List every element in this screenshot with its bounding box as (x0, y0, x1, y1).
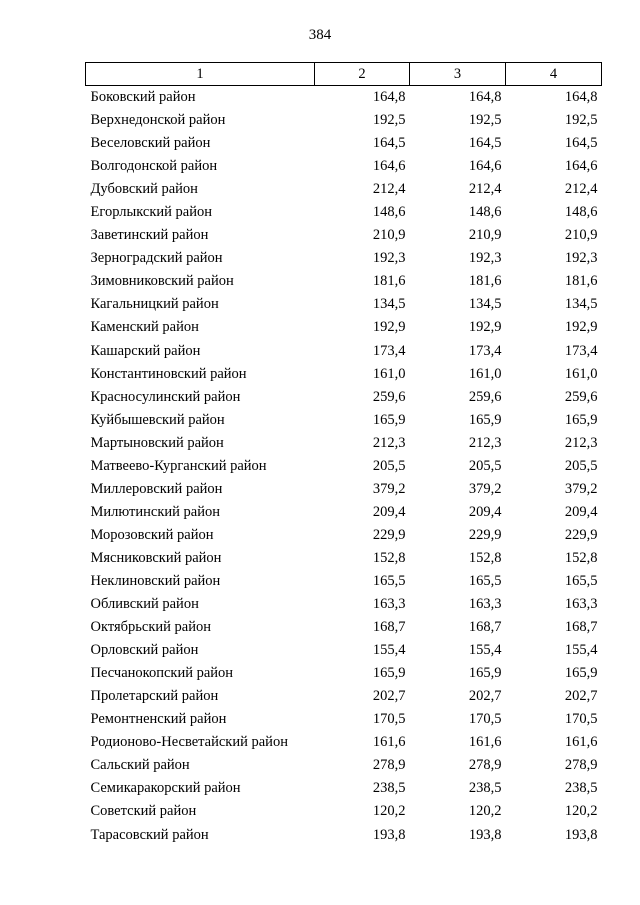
value-cell-4: 170,5 (564, 711, 598, 728)
value-cell-3: 193,8 (468, 826, 502, 843)
table-row (86, 432, 602, 455)
column-header-3: 3 (410, 63, 506, 86)
value-cell-3: 161,6 (468, 734, 502, 751)
value-cell-3: 170,5 (468, 711, 502, 728)
value-cell-3: 259,6 (468, 388, 502, 405)
table-row (86, 386, 602, 409)
district-name-cell: Каменский район (90, 319, 199, 336)
district-name-cell: Сальский район (90, 757, 190, 774)
table-row (86, 570, 602, 593)
value-cell-4: 165,5 (564, 573, 598, 589)
value-cell-4: 212,3 (564, 434, 598, 451)
value-cell-3: 212,4 (468, 181, 502, 198)
table-row (86, 754, 602, 777)
value-cell-4: 181,6 (564, 273, 598, 290)
value-cell-3: 192,5 (468, 112, 502, 129)
value-cell-4: 278,9 (564, 757, 598, 774)
value-cell-3: 205,5 (468, 457, 502, 474)
district-name-cell: Дубовский район (90, 181, 198, 198)
value-cell-4: 209,4 (564, 503, 598, 520)
value-cell-2: 120,2 (372, 803, 406, 820)
value-cell-3: 134,5 (468, 296, 502, 313)
value-cell-4: 161,6 (564, 734, 598, 751)
value-cell-4: 168,7 (564, 619, 598, 636)
district-name-cell: Егорлыкский район (90, 204, 212, 221)
table-row (86, 270, 602, 293)
value-cell-2: 212,3 (372, 434, 406, 451)
value-cell-2: 192,9 (372, 319, 406, 336)
table-row (86, 340, 602, 363)
district-name-cell: Обливский район (90, 596, 199, 613)
table-header (86, 63, 602, 86)
value-cell-4: 152,8 (564, 549, 598, 566)
district-name-cell: Зерноградский район (90, 250, 223, 267)
value-cell-2: 210,9 (372, 227, 406, 244)
table-row (86, 685, 602, 708)
column-header-2: 2 (315, 63, 410, 86)
value-cell-2: 192,5 (372, 112, 406, 129)
table-row (86, 524, 602, 547)
value-cell-2: 181,6 (372, 273, 406, 290)
district-name-cell: Куйбышевский район (90, 411, 225, 428)
value-cell-3: 210,9 (468, 227, 502, 244)
value-cell-3: 181,6 (468, 273, 502, 290)
value-cell-3: 165,9 (468, 665, 502, 682)
value-cell-2: 134,5 (372, 296, 406, 313)
value-cell-3: 229,9 (468, 526, 502, 543)
value-cell-2: 238,5 (372, 780, 406, 797)
district-name-cell: Веселовский район (90, 135, 211, 152)
district-name-cell: Кагальницкий район (90, 296, 219, 313)
district-name-cell: Тарасовский район (90, 826, 209, 843)
table-row (86, 662, 602, 685)
value-cell-2: 205,5 (372, 457, 406, 474)
value-cell-3: 192,9 (468, 319, 502, 336)
value-cell-4: 165,9 (564, 665, 598, 682)
value-cell-2: 173,4 (372, 342, 406, 359)
value-cell-2: 259,6 (372, 388, 406, 405)
table-row (86, 501, 602, 524)
value-cell-4: 148,6 (564, 204, 598, 221)
value-cell-3: 168,7 (468, 619, 502, 636)
value-cell-3: 173,4 (468, 342, 502, 359)
value-cell-2: 165,9 (372, 665, 406, 682)
district-name-cell: Пролетарский район (90, 688, 219, 705)
value-cell-2: 148,6 (372, 204, 406, 221)
district-name-cell: Миллеровский район (90, 480, 223, 497)
table-row (86, 455, 602, 478)
table-row (86, 201, 602, 224)
value-cell-3: 163,3 (468, 596, 502, 613)
value-cell-2: 163,3 (372, 596, 406, 613)
district-name-cell: Родионово-Несветайский район (90, 734, 288, 751)
table-row (86, 86, 602, 110)
value-cell-2: 161,6 (372, 734, 406, 751)
value-cell-2: 193,8 (372, 826, 406, 843)
value-cell-3: 164,8 (468, 89, 502, 106)
district-name-cell: Заветинский район (90, 227, 209, 244)
value-cell-4: 192,9 (564, 319, 598, 336)
value-cell-3: 212,3 (468, 434, 502, 451)
value-cell-2: 152,8 (372, 549, 406, 566)
district-name-cell: Октябрьский район (90, 619, 211, 636)
table-row (86, 363, 602, 386)
value-cell-3: 202,7 (468, 688, 502, 705)
value-cell-3: 379,2 (468, 480, 502, 497)
column-header-4: 4 (506, 63, 602, 86)
table-row (86, 247, 602, 270)
table-row (86, 777, 602, 800)
district-name-cell: Мартыновский район (90, 434, 224, 451)
district-name-cell: Ремонтненский район (90, 711, 227, 728)
table-row (86, 155, 602, 178)
value-cell-4: 134,5 (564, 296, 598, 313)
district-name-cell: Верхнедонской район (90, 112, 226, 129)
table-row (86, 639, 602, 662)
value-cell-3: 278,9 (468, 757, 502, 774)
value-cell-4: 379,2 (564, 480, 598, 497)
value-cell-3: 155,4 (468, 642, 502, 659)
page-number: 384 (308, 27, 332, 43)
district-name-cell: Кашарский район (90, 342, 201, 359)
value-cell-3: 165,5 (468, 573, 502, 589)
data-table (85, 62, 602, 847)
district-name-cell: Боковский район (90, 89, 196, 106)
table-row (86, 616, 602, 639)
table-row (86, 800, 602, 823)
value-cell-2: 165,9 (372, 411, 406, 428)
table-row (86, 224, 602, 247)
value-cell-3: 238,5 (468, 780, 502, 797)
value-cell-4: 238,5 (564, 780, 598, 797)
value-cell-4: 202,7 (564, 688, 598, 705)
value-cell-3: 161,0 (468, 365, 502, 382)
table-row (86, 824, 602, 847)
value-cell-2: 379,2 (372, 480, 406, 497)
district-name-cell: Волгодонской район (90, 158, 218, 175)
value-cell-4: 210,9 (564, 227, 598, 244)
value-cell-2: 164,8 (372, 89, 406, 106)
table-row (86, 731, 602, 754)
value-cell-4: 120,2 (564, 803, 598, 820)
value-cell-4: 164,5 (564, 135, 598, 152)
value-cell-4: 163,3 (564, 596, 598, 613)
district-name-cell: Зимовниковский район (90, 273, 234, 290)
table-row (86, 178, 602, 201)
value-cell-2: 202,7 (372, 688, 406, 705)
table-row (86, 547, 602, 570)
value-cell-2: 165,5 (372, 573, 406, 589)
value-cell-3: 152,8 (468, 549, 502, 566)
value-cell-3: 209,4 (468, 503, 502, 520)
value-cell-2: 155,4 (372, 642, 406, 659)
value-cell-3: 164,5 (468, 135, 502, 152)
table-row (86, 478, 602, 501)
value-cell-2: 212,4 (372, 181, 406, 198)
value-cell-2: 278,9 (372, 757, 406, 774)
value-cell-3: 192,3 (468, 250, 502, 267)
value-cell-4: 192,5 (564, 112, 598, 129)
table-row (86, 293, 602, 316)
table-row (86, 708, 602, 731)
value-cell-2: 209,4 (372, 503, 406, 520)
value-cell-2: 168,7 (372, 619, 406, 636)
district-name-cell: Семикаракорский район (90, 780, 241, 797)
district-name-cell: Милютинский район (90, 503, 220, 520)
table-row (86, 593, 602, 616)
value-cell-2: 229,9 (372, 526, 406, 543)
column-header-1: 1 (86, 63, 315, 86)
value-cell-3: 120,2 (468, 803, 502, 820)
value-cell-2: 164,6 (372, 158, 406, 175)
value-cell-4: 229,9 (564, 526, 598, 543)
value-cell-2: 192,3 (372, 250, 406, 267)
district-name-cell: Морозовский район (90, 526, 214, 543)
value-cell-3: 148,6 (468, 204, 502, 221)
header-row (86, 63, 602, 86)
value-cell-4: 164,8 (564, 89, 598, 106)
value-cell-4: 164,6 (564, 158, 598, 175)
value-cell-2: 164,5 (372, 135, 406, 152)
table-row (86, 132, 602, 155)
district-name-cell: Песчанокопский район (90, 665, 234, 682)
table-row (86, 409, 602, 432)
table-row (86, 316, 602, 339)
district-name-cell: Советский район (90, 803, 197, 820)
value-cell-4: 259,6 (564, 388, 598, 405)
district-name-cell: Неклиновский район (90, 573, 221, 589)
value-cell-3: 165,9 (468, 411, 502, 428)
value-cell-4: 173,4 (564, 342, 598, 359)
value-cell-4: 192,3 (564, 250, 598, 267)
value-cell-4: 155,4 (564, 642, 598, 659)
value-cell-3: 164,6 (468, 158, 502, 175)
value-cell-4: 165,9 (564, 411, 598, 428)
district-name-cell: Константиновский район (90, 365, 247, 382)
district-name-cell: Мясниковский район (90, 549, 222, 566)
district-name-cell: Орловский район (90, 642, 199, 659)
district-name-cell: Красносулинский район (90, 388, 241, 405)
value-cell-4: 193,8 (564, 826, 598, 843)
value-cell-4: 161,0 (564, 365, 598, 382)
value-cell-4: 212,4 (564, 181, 598, 198)
table-body (86, 86, 602, 847)
table-row (86, 109, 602, 132)
value-cell-2: 161,0 (372, 365, 406, 382)
value-cell-2: 170,5 (372, 711, 406, 728)
district-name-cell: Матвеево-Курганский район (90, 457, 267, 474)
value-cell-4: 205,5 (564, 457, 598, 474)
